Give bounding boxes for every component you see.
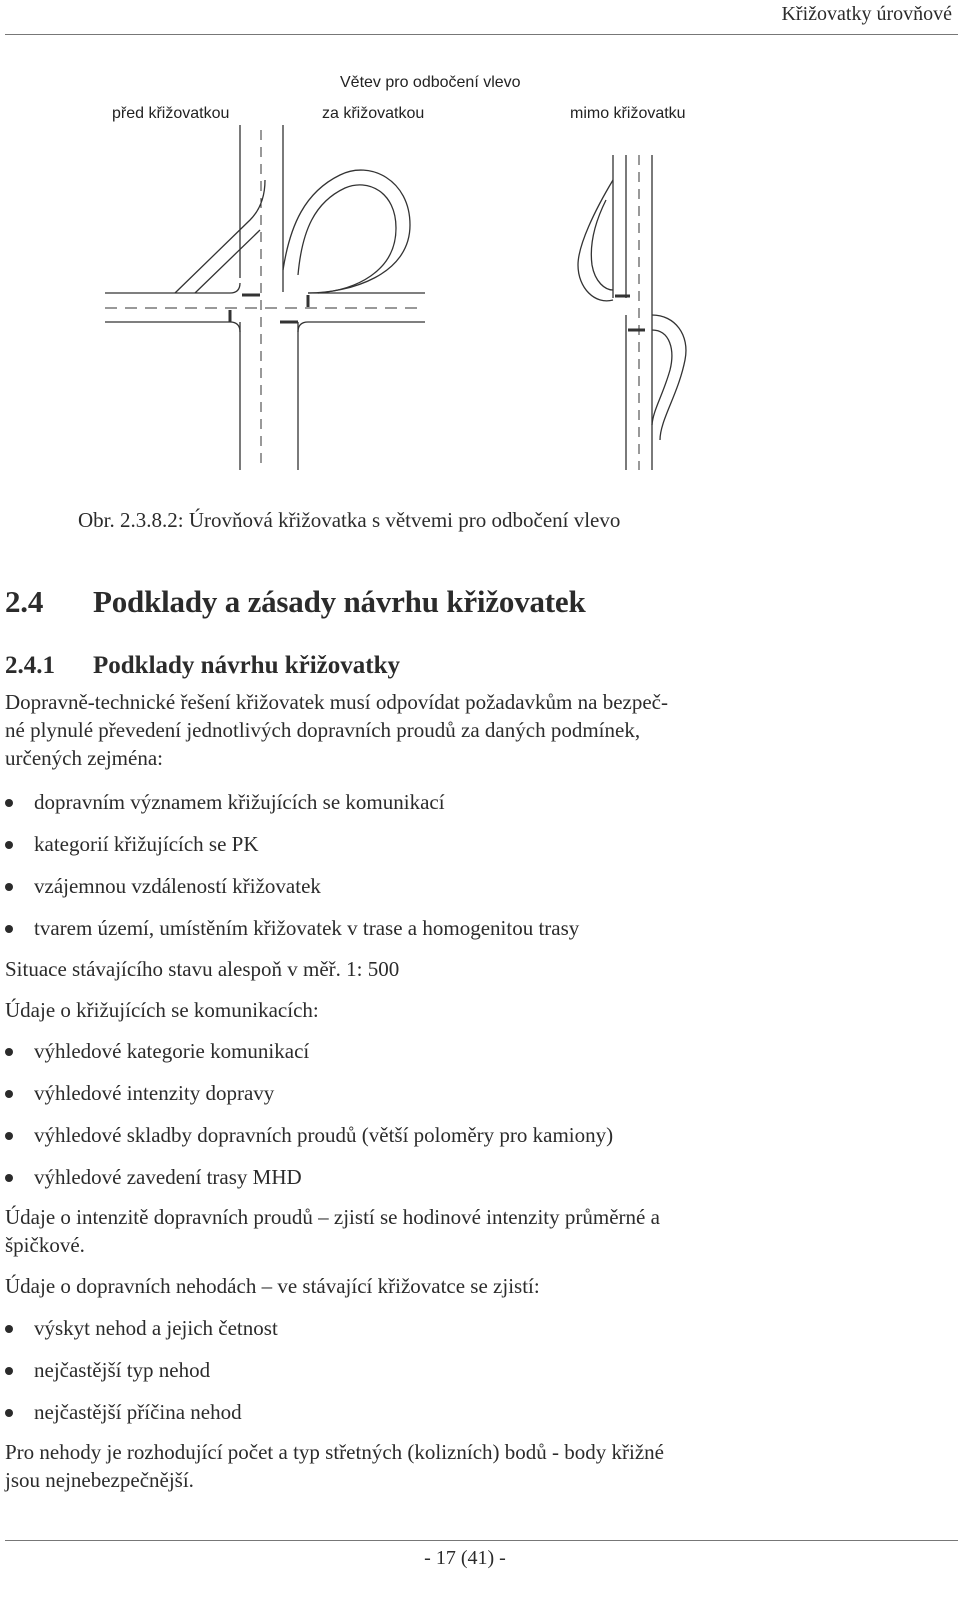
intersection-diagram (100, 60, 740, 490)
section-title: Podklady a zásady návrhu křižovatek (93, 584, 586, 619)
subsection-heading (5, 652, 400, 680)
figure-label-after: za křižovatkou (322, 105, 425, 122)
bullet-icon (5, 1367, 13, 1375)
situation-text: Situace stávajícího stavu alespoň v měř. 1: 500 (5, 957, 400, 981)
subsection-number: 2.4.1 (5, 652, 55, 679)
cross-intersection-drawing (105, 125, 425, 470)
text-line: určených zejména: (5, 746, 163, 770)
intensity-paragraph (5, 1203, 805, 1259)
closing-paragraph (5, 1438, 805, 1494)
intro-paragraph (5, 688, 805, 772)
bullet-icon (5, 1325, 13, 1333)
section-heading (5, 584, 586, 620)
bullet-icon (5, 883, 13, 891)
figure-label-outside: mimo křižovatku (570, 105, 686, 122)
section-number: 2.4 (5, 584, 44, 619)
text-line: né plynulé převedení jednotlivých dopravních proudů za daných podmínek, (5, 718, 641, 742)
bullet-icon (5, 799, 13, 807)
figure-title: Větev pro odbočení vlevo (340, 74, 521, 91)
header-title: Křižovatky úrovňové (781, 3, 952, 25)
text-line: Pro nehody je rozhodující počet a typ střetných (kolizních) bodů - body křižné (5, 1440, 664, 1464)
bullet-icon (5, 1174, 13, 1182)
figure-caption: Obr. 2.3.8.2: Úrovňová křižovatka s větvemi pro odbočení vlevo (78, 508, 621, 532)
text-line: jsou nejnebezpečnější. (5, 1468, 194, 1492)
roads-intro-text: Údaje o křižujících se komunikacích: (5, 998, 319, 1022)
text-line: Dopravně-technické řešení křižovatek musí odpovídat požadavkům na bezpeč- (5, 690, 668, 714)
intersection-figure (100, 60, 740, 490)
bullet-icon (5, 1409, 13, 1417)
figure-label-before: před křižovatkou (112, 105, 230, 122)
footer-divider (5, 1540, 958, 1541)
outside-intersection-drawing (578, 155, 686, 470)
text-line: Údaje o intenzitě dopravních proudů – zjistí se hodinové intenzity průměrné a (5, 1205, 660, 1229)
page-number: - 17 (41) - (424, 1547, 506, 1569)
bullet-icon (5, 1132, 13, 1140)
bullet-icon (5, 841, 13, 849)
accidents-intro-text: Údaje o dopravních nehodách – ve stávající křižovatce se zjistí: (5, 1274, 540, 1298)
bullet-icon (5, 1090, 13, 1098)
header-divider (5, 34, 958, 35)
subsection-title: Podklady návrhu křižovatky (93, 652, 401, 679)
bullet-icon (5, 1048, 13, 1056)
bullet-icon (5, 925, 13, 933)
text-line: špičkové. (5, 1233, 85, 1257)
